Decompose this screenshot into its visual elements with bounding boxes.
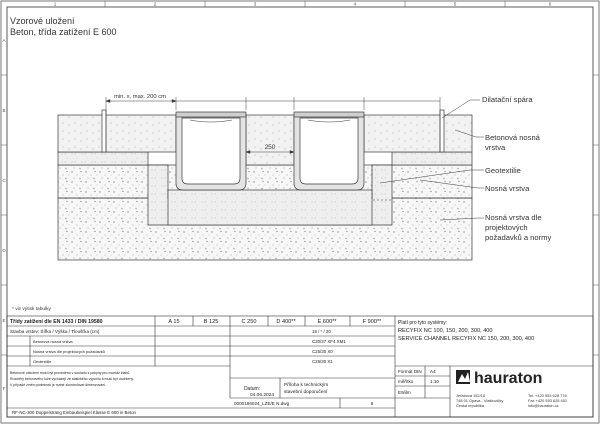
company-line-1: Jeřábová 152/18 <box>456 393 485 398</box>
system-line-1: RECYFIX NC 100, 150, 200, 300, 400 <box>398 328 493 334</box>
load-class-d400: D 400** <box>276 319 296 325</box>
row-marker-d: D <box>2 248 6 253</box>
hauraton-logo <box>456 370 542 387</box>
scale-value: 1:10 <box>430 379 439 384</box>
title-line-1: Vzorové uložení <box>10 16 75 26</box>
left-paving <box>58 115 176 152</box>
date-label: Datum: <box>243 386 261 392</box>
row-value-4: C25/30 X1 <box>312 359 333 364</box>
row-marker-a: A <box>2 38 6 43</box>
format-label: Formát DIN <box>398 369 422 374</box>
row-label-1: Betonová nosná vrstva <box>33 339 73 344</box>
left-expansion-joint <box>102 110 106 152</box>
column-marker-4: 4 <box>353 1 357 7</box>
doc-label-line1: Příloha k technickým <box>284 383 329 388</box>
load-class-f900: F 900** <box>362 319 382 325</box>
row-marker-f: F <box>2 386 6 391</box>
row-marker-b: B <box>2 108 6 113</box>
label-betonova-line1: Betonová nosná <box>485 133 540 142</box>
page-index: 6 <box>370 401 374 406</box>
frame-column-markers <box>54 1 552 7</box>
load-class-a15: A 15 <box>168 319 180 325</box>
drawing-number: 0000186024_LZE/E N.dwg <box>234 401 290 406</box>
row-value-2: C30/37 XF4 XM1 <box>312 339 346 344</box>
label-nosna-dle-line1: Nosná vrstva dle <box>485 213 542 222</box>
title-line-2: Beton, třída zatížení E 600 <box>10 27 117 37</box>
unit-value: E9/ilm <box>398 390 411 395</box>
phone-line-1: Tel. +420 553 628 776 <box>528 393 567 398</box>
brand-name: hauraton <box>474 370 543 387</box>
label-betonova-line2: vrstva <box>485 143 506 152</box>
row-thickness-label: Stavba vrstev: Šířka / Výška / Tloušťka (cm) <box>10 329 100 334</box>
note-2: Rozměry betonového lože vycházejí ze statického výpočtu a musí být dodrženy. <box>10 377 134 381</box>
column-marker-5: 5 <box>453 1 457 7</box>
column-marker-2: 2 <box>153 1 157 7</box>
format-value: A4 <box>430 369 436 374</box>
phone-line-2: Fax +420 553 628 451 <box>528 398 568 403</box>
row-label-2: Nosná vrstva dle projektových požadavků <box>33 349 105 354</box>
row-label-3: Geotextilie <box>33 359 52 364</box>
label-nosna-vrstva: Nosná vrstva <box>485 184 530 193</box>
label-nosna-dle-line2: projektových <box>485 223 528 232</box>
note-1: Betonové obložení musí být provedeno v souladu s pokyny pro montáž žlabů. <box>10 371 131 375</box>
company-line-3: Česká republika <box>456 403 484 408</box>
channel-left <box>176 112 246 190</box>
dimension-250-label: 250 <box>264 144 276 151</box>
note-3: V případě změn podmínek je nutné zkontrolovat dimenzování. <box>10 383 107 387</box>
footnote: * viz výtisk tabulky <box>12 307 51 312</box>
company-contact <box>456 393 567 408</box>
right-concrete-block <box>392 152 472 165</box>
doc-label-line2: stavební doporučení <box>284 390 328 395</box>
system-line-2: SERVICE CHANNEL RECYFIX NC 150, 200, 300, 400 <box>398 336 535 342</box>
row-marker-c: C <box>2 178 6 183</box>
left-concrete-block <box>58 152 148 165</box>
right-paving <box>364 115 472 152</box>
company-line-2: 748 01 Opava - Vlaštovičky <box>456 398 504 403</box>
load-class-e600: E 600** <box>317 319 337 325</box>
row-value-3: C25/30 X0 <box>312 349 333 354</box>
concrete-bed-inner <box>168 190 372 225</box>
callout-labels <box>482 95 551 242</box>
dimension-top-label: min. x, max. 200 cm <box>114 94 166 100</box>
right-expansion-joint <box>440 110 444 152</box>
scale-label: měřítko <box>398 379 414 384</box>
footer-text: RF-NC-300 Doppelstrang Einbaubeispiel Klasse E 600 in Beton <box>12 410 136 415</box>
load-class-c250: C 250 <box>241 319 257 325</box>
for-types-label: Platí pro tyto systémy: <box>398 320 448 326</box>
column-marker-6: 6 <box>548 1 552 7</box>
drawing-title <box>10 16 117 37</box>
column-marker-1: 1 <box>53 1 57 7</box>
row-value-1: 15 / * / 20 <box>312 329 331 334</box>
label-dilatacni-spara: Dilatační spára <box>482 95 533 104</box>
column-marker-3: 3 <box>253 1 257 7</box>
channel-right <box>294 112 364 190</box>
norm-header: Třídy zatížení dle EN 1433 / DIN 19580 <box>10 319 103 325</box>
row-marker-e: E <box>2 318 6 323</box>
load-class-b125: B 125 <box>203 319 219 325</box>
label-nosna-dle-line3: požadavků a normy <box>485 233 552 242</box>
label-geotextilie: Geotextilie <box>485 166 521 175</box>
middle-paving <box>246 115 294 165</box>
company-email: info@hauraton.cz <box>528 403 559 408</box>
date-value: 04.06.2024 <box>250 393 275 398</box>
